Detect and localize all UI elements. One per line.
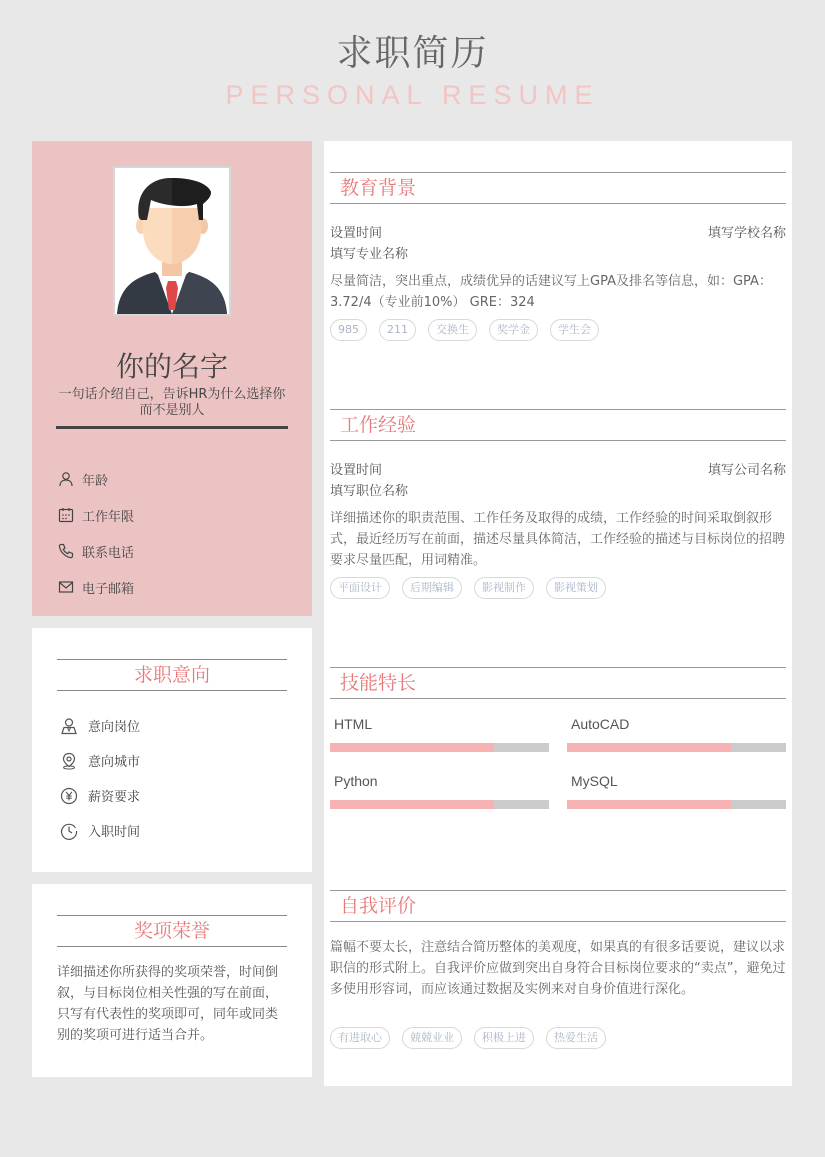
skill-bar <box>567 800 786 809</box>
education-time: 设置时间 <box>330 226 383 241</box>
avatar-illustration <box>115 168 229 314</box>
intention-label: 意向岗位 <box>88 720 141 735</box>
intention-item-city <box>60 743 140 778</box>
education-row <box>330 222 786 241</box>
skill-item <box>567 773 786 789</box>
education-major: 填写专业名称 <box>330 247 409 262</box>
tag: 学生会 <box>550 319 599 341</box>
tag: 热爱生活 <box>546 1027 606 1049</box>
intention-label: 入职时间 <box>88 825 141 840</box>
person-icon <box>58 471 74 487</box>
contact-label: 工作年限 <box>82 509 135 525</box>
skill-bar <box>567 743 786 752</box>
skill-bar-fill <box>330 743 494 752</box>
resume-header <box>0 30 825 112</box>
education-title: 教育背景 <box>330 172 786 204</box>
intention-label: 薪资要求 <box>88 790 141 805</box>
main-content <box>324 141 792 1086</box>
skill-bar-fill <box>567 800 731 809</box>
tag: 奖学金 <box>489 319 538 341</box>
page-title: 求职简历 <box>336 33 489 74</box>
phone-icon <box>58 543 74 559</box>
skill-item <box>330 773 549 789</box>
tag: 211 <box>379 319 416 341</box>
profile-card <box>32 141 312 616</box>
education-school: 填写学校名称 <box>707 226 786 241</box>
skill-bar <box>330 743 549 752</box>
tag: 影视策划 <box>546 577 606 599</box>
self-evaluation-title: 自我评价 <box>330 890 786 922</box>
awards-description: 详细描述你所获得的奖项荣誉，时间倒叙，与目标岗位相关性强的写在前面，只写有代表性的奖项即可，同年或同类别的奖项可进行适当合并。 <box>57 965 279 1043</box>
skill-bar-fill <box>567 743 731 752</box>
tag: 交换生 <box>428 319 477 341</box>
skill-item <box>567 716 786 732</box>
contact-label: 年龄 <box>82 473 109 489</box>
awards-title: 奖项荣誉 <box>57 915 287 947</box>
job-intention-card <box>32 628 312 872</box>
tag: 985 <box>330 319 367 341</box>
self-evaluation-description: 篇幅不要太长，注意结合简历整体的美观度，如果真的有很多话要说，建议以求职信的形式附上。自我评价应做到突出自身符合目标岗位要求的“卖点”，避免过多使用形容词，而应该通过数据及实例来对自身价值进行深化。 <box>330 940 786 997</box>
skills-title: 技能特长 <box>330 667 786 699</box>
work-company: 填写公司名称 <box>707 463 786 478</box>
page-subtitle: PERSONAL RESUME <box>225 80 600 110</box>
work-title: 工作经验 <box>330 409 786 441</box>
tag: 后期编辑 <box>402 577 462 599</box>
intention-label: 意向城市 <box>88 755 141 770</box>
skill-bar <box>330 800 549 809</box>
skill-item <box>330 716 549 732</box>
contact-item-age <box>58 461 134 497</box>
work-tags <box>330 577 618 599</box>
contact-label: 联系电话 <box>82 545 135 561</box>
self-evaluation-tags <box>330 1027 618 1049</box>
intention-list <box>60 708 140 848</box>
skill-name: HTML <box>334 716 373 732</box>
awards-card <box>32 884 312 1077</box>
name-divider <box>56 426 288 429</box>
tag: 平面设计 <box>330 577 390 599</box>
clock-icon <box>60 822 78 840</box>
work-time: 设置时间 <box>330 463 383 478</box>
job-intention-title: 求职意向 <box>57 659 287 691</box>
work-position: 填写职位名称 <box>330 484 409 499</box>
yen-icon <box>60 787 78 805</box>
contact-item-email <box>58 569 134 605</box>
skill-name: Python <box>334 773 378 789</box>
position-icon <box>60 717 78 735</box>
contact-list <box>58 461 134 605</box>
mail-icon <box>58 579 74 595</box>
skill-bar-fill <box>330 800 494 809</box>
calendar-icon <box>58 507 74 523</box>
intention-item-position <box>60 708 140 743</box>
skill-name: MySQL <box>571 773 618 789</box>
skill-name: AutoCAD <box>571 716 630 732</box>
intention-item-start-date <box>60 813 140 848</box>
work-row <box>330 459 786 478</box>
tag: 影视制作 <box>474 577 534 599</box>
candidate-intro: 一句话介绍自己，告诉HR为什么选择你而不是别人 <box>58 387 286 418</box>
education-tags <box>330 319 611 341</box>
tag: 兢兢业业 <box>402 1027 462 1049</box>
contact-label: 电子邮箱 <box>82 581 135 597</box>
work-description: 详细描述你的职责范围、工作任务及取得的成绩，工作经验的时间采取倒叙形式，最近经历写在前面，描述尽量具体简洁，工作经验的描述与目标岗位的招聘要求尽量匹配，用词精准。 <box>330 511 786 568</box>
avatar <box>113 166 231 316</box>
contact-item-phone <box>58 533 134 569</box>
tag: 有进取心 <box>330 1027 390 1049</box>
tag: 积极上进 <box>474 1027 534 1049</box>
contact-item-years <box>58 497 134 533</box>
candidate-name: 你的名字 <box>115 350 228 383</box>
intention-item-salary <box>60 778 140 813</box>
education-description: 尽量简洁，突出重点，成绩优异的话建议写上GPA及排名等信息，如：GPA：3.72/4（专业前10%） GRE：324 <box>330 274 772 310</box>
location-icon <box>60 752 78 770</box>
